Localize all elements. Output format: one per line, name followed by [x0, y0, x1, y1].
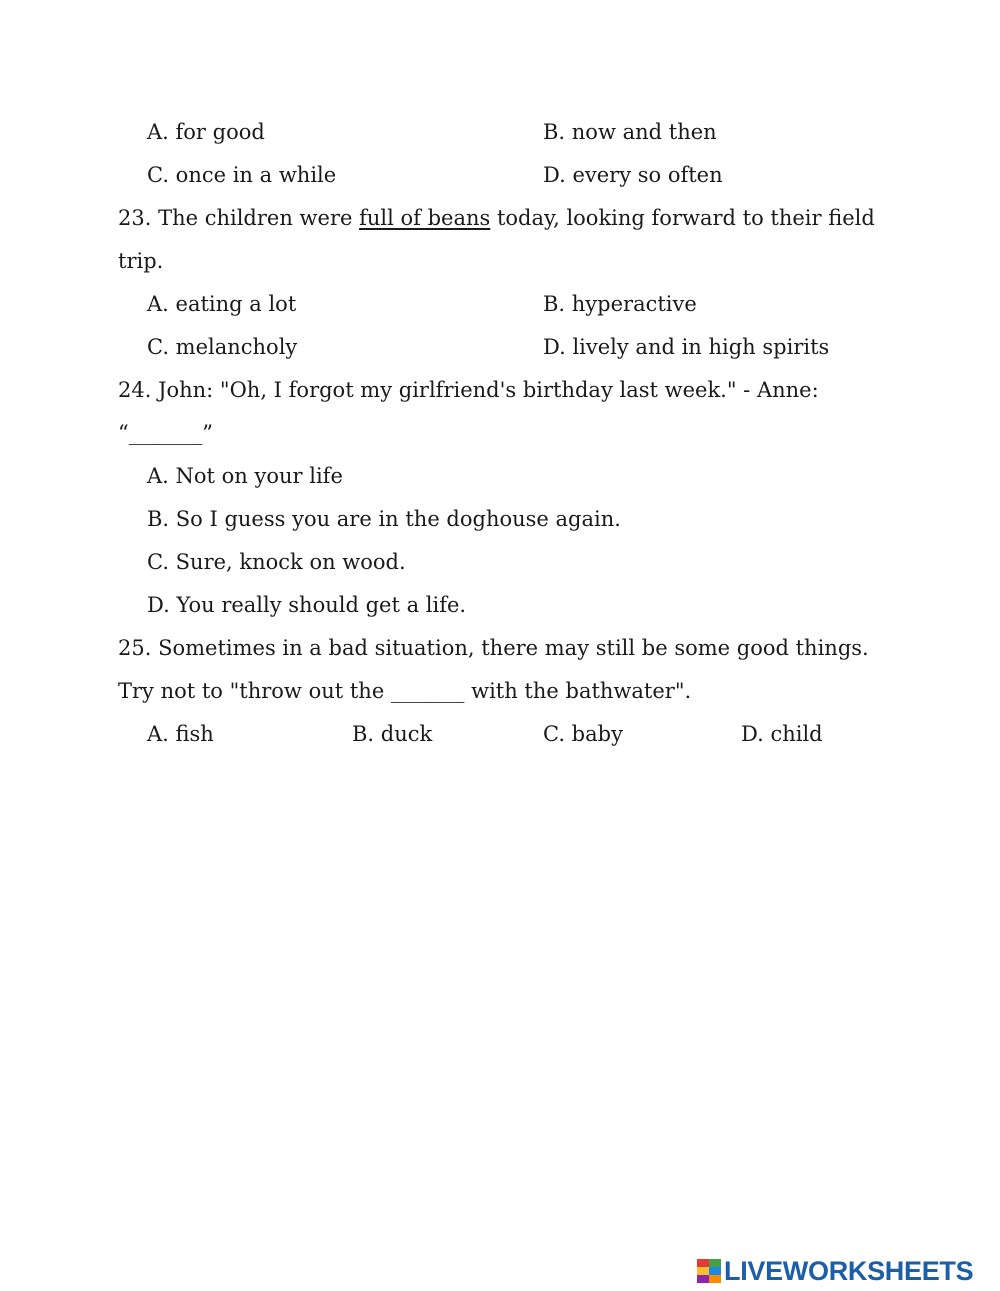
liveworksheets-logo [697, 1258, 973, 1284]
q23-underlined-phrase: full of beans [359, 206, 491, 230]
q22-option-a[interactable]: A. for good [147, 120, 265, 144]
q23-option-a[interactable]: A. eating a lot [147, 292, 297, 316]
q23-suffix: today, looking forward to their field [490, 206, 875, 230]
q24-option-b[interactable]: B. So I guess you are in the doghouse again. [147, 507, 621, 531]
q24-option-a[interactable]: A. Not on your life [147, 464, 343, 488]
q23-option-d[interactable]: D. lively and in high spirits [543, 335, 830, 359]
q22-option-c[interactable]: C. once in a while [147, 163, 337, 187]
q23-option-b[interactable]: B. hyperactive [543, 292, 697, 316]
q24-question: 24. John: "Oh, I forgot my girlfriend's birthday last week." - Anne: [118, 378, 819, 402]
q22-option-d[interactable]: D. every so often [543, 163, 723, 187]
logo-block [697, 1275, 709, 1283]
liveworksheets-logo-icon [697, 1259, 721, 1283]
q25-option-c[interactable]: C. baby [543, 722, 623, 746]
q25-question-line2: Try not to "throw out the _______ with the bathwater". [118, 679, 692, 703]
q23-question [118, 205, 875, 231]
logo-block [709, 1267, 721, 1275]
logo-block [709, 1275, 721, 1283]
q25-question: 25. Sometimes in a bad situation, there may still be some good things. [118, 636, 869, 660]
q24-answer-blank: “_______” [118, 421, 213, 445]
q25-option-b[interactable]: B. duck [352, 722, 433, 746]
q25-option-d[interactable]: D. child [741, 722, 823, 746]
q25-option-a[interactable]: A. fish [147, 722, 214, 746]
logo-block [697, 1259, 709, 1267]
liveworksheets-wordmark: LIVEWORKSHEETS [724, 1256, 974, 1286]
q23-option-c[interactable]: C. melancholy [147, 335, 298, 359]
q24-option-c[interactable]: C. Sure, knock on wood. [147, 550, 406, 574]
logo-block [697, 1267, 709, 1275]
logo-block [709, 1259, 721, 1267]
q24-option-d[interactable]: D. You really should get a life. [147, 593, 467, 617]
q23-prefix: 23. The children were [118, 206, 360, 230]
q22-option-b[interactable]: B. now and then [543, 120, 717, 144]
q23-question-line2: trip. [118, 249, 164, 273]
